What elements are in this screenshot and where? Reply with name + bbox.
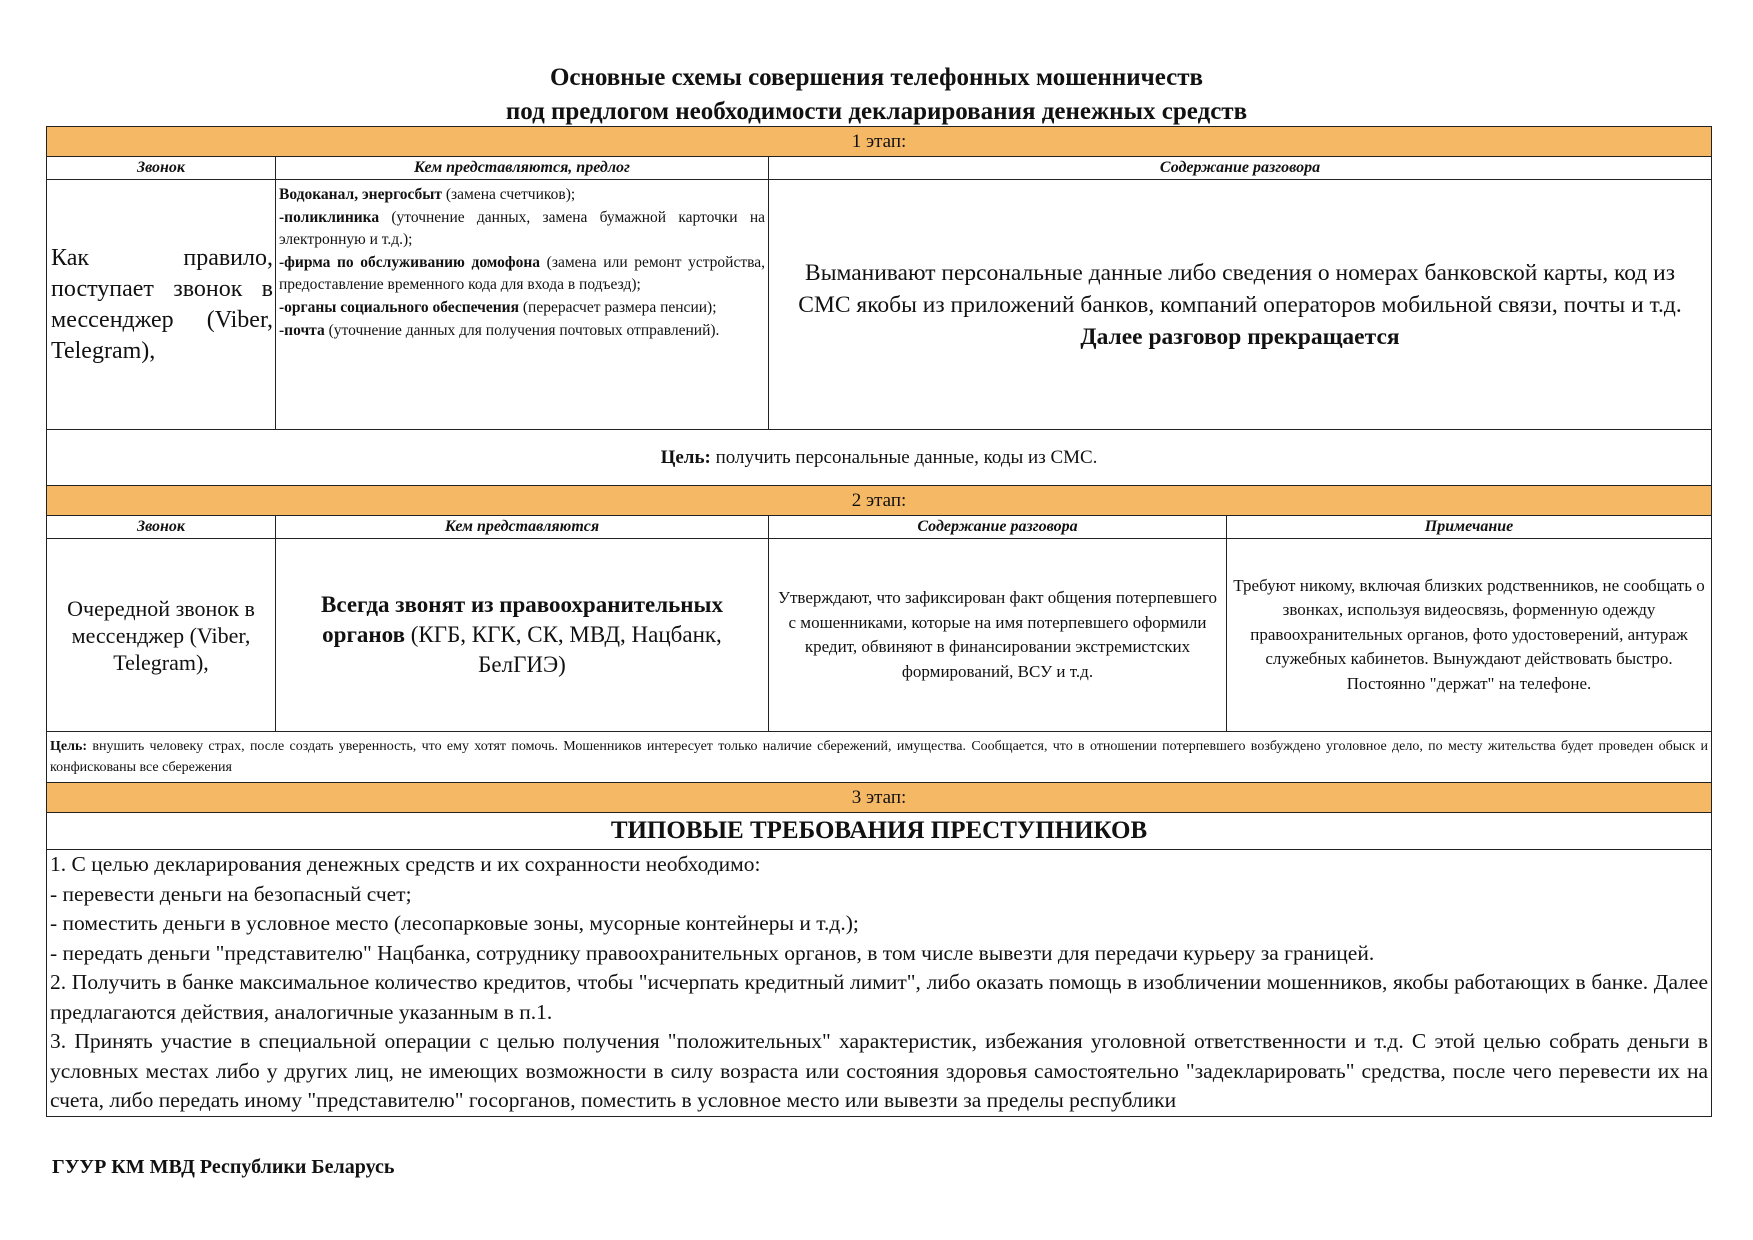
stage-1-content-bold: Далее разговор прекращается [1080, 323, 1400, 350]
stage-1-goal [47, 430, 1712, 486]
stage-2-header-content: Содержание разговора [769, 516, 1227, 539]
stage-2-note-cell: Требуют никому, включая близких родственников, не сообщать о звонках, используя видеосвязь, форменную одежду правоохранительных органов, фото удостоверений, антураж служебных кабинетов. Вынуждают действовать быстро. Постоянно "держат" на телефоне. [1227, 539, 1712, 732]
stage-2-band: 2 этап: [47, 486, 1712, 516]
stage-1-call-cell: Как правило, поступает звонок в мессенджер (Viber, Telegram), [47, 180, 276, 430]
stage-2-content-cell: Утверждают, что зафиксирован факт общения потерпевшего с мошенниками, которые на имя потерпевшего оформили кредит, обвиняют в финансировании экстремистских формирований, ВСУ и т.д. [769, 539, 1227, 732]
who-item: -поликлиника (уточнение данных, замена бумажной карточки на электронную и т.д.); [279, 208, 765, 249]
goal-text: внушить человеку страх, после создать уверенность, что ему хотят помочь. Мошенников интересует только наличие сбережений, имущества. Сообщается, что в отношении потерпевшего возбуждено уголовное дело, по месту жительства будет проведен обыск и конфискованы все сбережения [50, 739, 1709, 775]
stage-1-who-cell [276, 180, 769, 430]
stage-3-heading: ТИПОВЫЕ ТРЕБОВАНИЯ ПРЕСТУПНИКОВ [47, 813, 1712, 850]
stage-1-header-content: Содержание разговора [769, 157, 1712, 180]
stage-3-band: 3 этап: [47, 783, 1712, 813]
requirement-line: 1. С целью декларирования денежных средств и их сохранности необходимо: [50, 852, 761, 876]
stage-1-content-cell [769, 180, 1712, 430]
requirement-line: - перевести деньги на безопасный счет; [50, 881, 412, 906]
who-item: -фирма по обслуживанию домофона (замена или ремонт устройства, предоставление временного кода для входа в подъезд); [279, 253, 765, 294]
document-title-line-2: под предлогом необходимости декларирования денежных средств [505, 98, 1248, 125]
stage-1-content-text: Выманивают персональные данные либо сведения о номерах банковской карты, код из СМС якобы из приложений банков, компаний операторов мобильной связи, почты и т.д. [798, 259, 1682, 318]
who-item: -органы социального обеспечения (перерасчет размера пенсии); [279, 298, 717, 316]
stage-2-header-who: Кем представляются [276, 516, 769, 539]
who-item: Водоканал, энергосбыт (замена счетчиков); [279, 186, 576, 203]
stage-1-header-call: Звонок [47, 157, 276, 180]
stage-2-call-cell: Очередной звонок в мессенджер (Viber, Telegram), [47, 539, 276, 732]
stage-1-header-who: Кем представляются, предлог [276, 157, 769, 180]
who-item: -почта (уточнение данных для получения почтовых отправлений). [279, 321, 720, 339]
stage-2-who-cell [276, 539, 769, 732]
goal-label: Цель: [660, 446, 711, 468]
stage-2-header-call: Звонок [47, 516, 276, 539]
stage-2-header-note: Примечание [1227, 516, 1712, 539]
footer-authority: ГУУР КМ МВД Республики Беларусь [52, 1156, 395, 1178]
fraud-schemes-table [46, 126, 1712, 1117]
document-title-line-1: Основные схемы совершения телефонных мошенничеств [549, 64, 1204, 91]
stage-2-who-text: (КГБ, КГК, СК, МВД, Нацбанк, БелГИЭ) [410, 622, 722, 677]
stage-1-band: 1 этап: [47, 127, 1712, 157]
requirement-line: - передать деньги "представителю" Нацбанка, сотруднику правоохранительных органов, в том числе вывезти для передачи курьеру за границей. [50, 940, 1375, 965]
goal-text: получить персональные данные, коды из СМС. [710, 446, 1098, 468]
stage-3-requirements [47, 850, 1712, 1117]
requirement-line: - поместить деньги в условное место (лесопарковые зоны, мусорные контейнеры и т.д.); [50, 911, 859, 935]
requirement-line: 2. Получить в банке максимальное количество кредитов, чтобы "исчерпать кредитный лимит", либо оказать помощь в изобличении мошенников, якобы работающих в банке. Далее предлагаются действия, аналогичные указанным в п.1. [50, 970, 1709, 1024]
stage-2-goal [47, 732, 1712, 783]
goal-label: Цель: [50, 739, 88, 754]
stage-2-who-bold: Всегда звонят из правоохранительных органов [320, 592, 724, 647]
requirement-line: 3. Принять участие в специальной операции с целью получения "положительных" характеристик, избежания уголовной ответственности и т.д. С этой целью собрать деньги в условных местах либо у других лиц, не имеющих возможности в силу возраста или состояния здоровья самостоятельно "задекларировать" средства, после чего перевести их на счета, либо передать иному "представителю" госорганов, поместить в условное место или вывезти за пределы республики [50, 1029, 1709, 1112]
